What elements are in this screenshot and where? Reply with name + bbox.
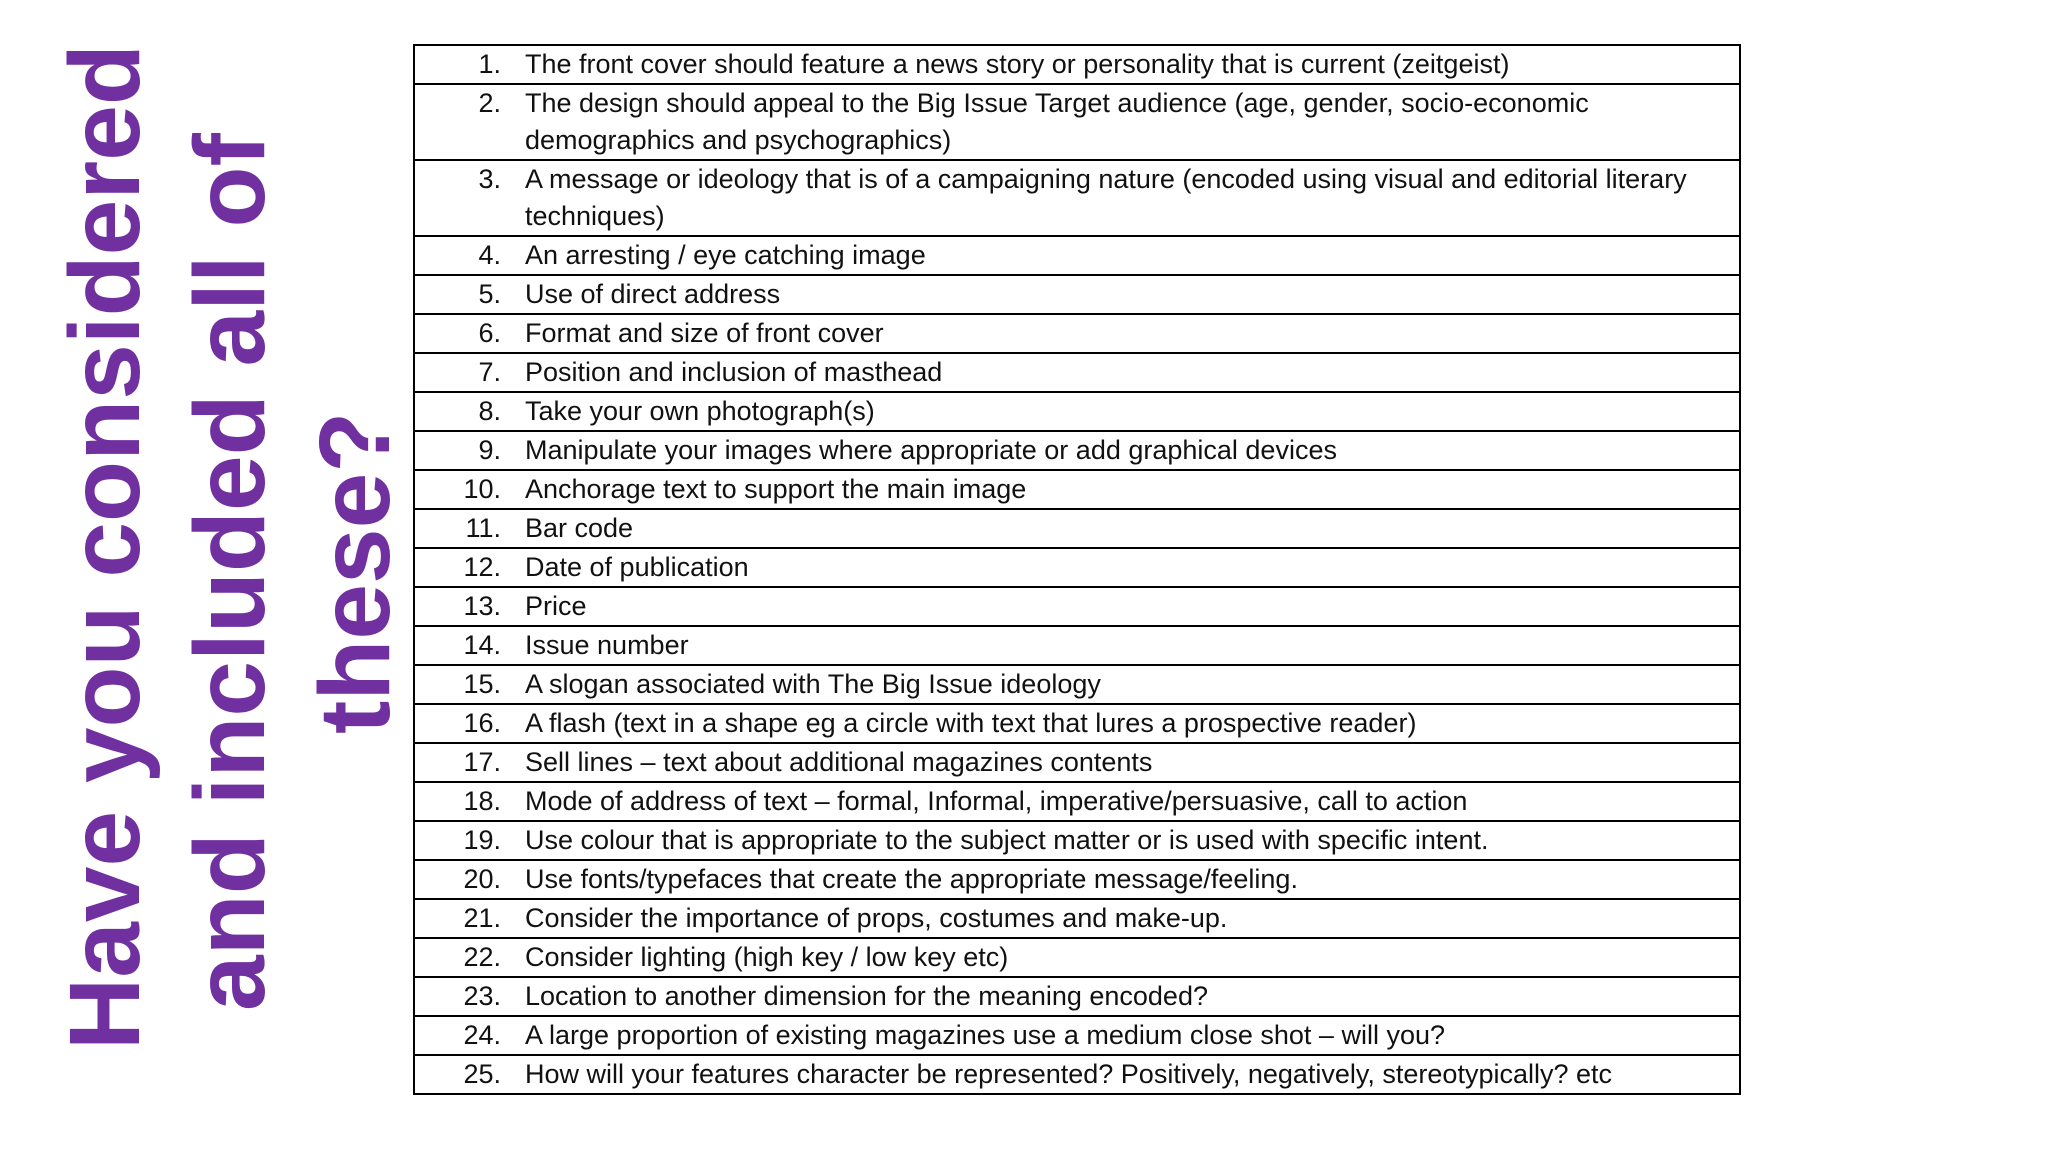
item-text: The front cover should feature a news story or personality that is current (zeitgeist) — [525, 49, 1510, 79]
item-number: 2. — [478, 88, 501, 118]
checklist-row — [414, 1055, 1740, 1094]
checklist-row — [414, 84, 1740, 160]
item-text: Use of direct address — [525, 279, 781, 309]
item-text: Location to another dimension for the meaning encoded? — [525, 981, 1208, 1011]
checklist-row — [414, 899, 1740, 938]
checklist-row — [414, 1016, 1740, 1055]
checklist-row — [414, 160, 1740, 236]
checklist-row — [414, 45, 1740, 84]
item-number: 13. — [463, 591, 501, 621]
item-text: Take your own photograph(s) — [525, 396, 875, 426]
item-number: 23. — [463, 981, 501, 1011]
item-number: 18. — [463, 786, 501, 816]
item-text: Manipulate your images where appropriate or add graphical devices — [525, 435, 1337, 465]
checklist-row — [414, 353, 1740, 392]
item-text: A message or ideology that is of a campaigning nature (encoded using visual and editorial literary techniques) — [525, 164, 1687, 231]
item-number: 11. — [465, 513, 501, 543]
item-text: How will your features character be represented? Positively, negatively, stereotypically? etc — [525, 1059, 1613, 1089]
checklist-row — [414, 470, 1740, 509]
checklist-row — [414, 821, 1740, 860]
item-text: Consider lighting (high key / low key etc) — [525, 942, 1009, 972]
checklist-row — [414, 704, 1740, 743]
item-text: Use fonts/typefaces that create the appropriate message/feeling. — [525, 864, 1298, 894]
item-text: Position and inclusion of masthead — [525, 357, 943, 387]
checklist-row — [414, 665, 1740, 704]
heading-line-3: these? — [299, 411, 411, 734]
heading-line-1: Have you considered — [49, 44, 161, 1050]
item-number: 15. — [463, 669, 501, 699]
checklist-row — [414, 782, 1740, 821]
checklist-row — [414, 431, 1740, 470]
item-text: Use colour that is appropriate to the subject matter or is used with specific intent. — [525, 825, 1489, 855]
item-text: Date of publication — [525, 552, 749, 582]
checklist-row — [414, 626, 1740, 665]
item-text: Sell lines – text about additional magazines contents — [525, 747, 1153, 777]
item-number: 16. — [463, 708, 501, 738]
checklist-row — [414, 392, 1740, 431]
item-number: 10. — [463, 474, 501, 504]
item-text: Bar code — [525, 513, 634, 543]
item-text: Anchorage text to support the main image — [525, 474, 1027, 504]
checklist-row — [414, 860, 1740, 899]
checklist-row — [414, 743, 1740, 782]
item-text: A large proportion of existing magazines use a medium close shot – will you? — [525, 1020, 1445, 1050]
item-text: Consider the importance of props, costumes and make-up. — [525, 903, 1228, 933]
item-number: 21. — [463, 903, 501, 933]
item-number: 25. — [463, 1059, 501, 1089]
item-text: Price — [525, 591, 587, 621]
checklist-row — [414, 314, 1740, 353]
item-number: 24. — [463, 1020, 501, 1050]
item-number: 12. — [463, 552, 501, 582]
vertical-heading — [49, 44, 415, 1050]
item-number: 17. — [463, 747, 501, 777]
item-text: The design should appeal to the Big Issue Target audience (age, gender, socio-economic demographics and psychographics) — [525, 88, 1589, 155]
checklist-row — [414, 236, 1740, 275]
item-number: 3. — [478, 164, 501, 194]
item-number: 9. — [478, 435, 501, 465]
checklist-row — [414, 509, 1740, 548]
item-number: 5. — [478, 279, 501, 309]
item-number: 22. — [463, 942, 501, 972]
checklist-table — [413, 44, 1741, 1095]
item-number: 19. — [463, 825, 501, 855]
item-text: Mode of address of text – formal, Informal, imperative/persuasive, call to action — [525, 786, 1468, 816]
item-number: 6. — [478, 318, 501, 348]
item-number: 7. — [478, 357, 501, 387]
item-text: An arresting / eye catching image — [525, 240, 926, 270]
checklist-row — [414, 938, 1740, 977]
item-text: A slogan associated with The Big Issue ideology — [525, 669, 1101, 699]
item-number: 4. — [478, 240, 501, 270]
checklist-row — [414, 977, 1740, 1016]
checklist-row — [414, 587, 1740, 626]
item-number: 20. — [463, 864, 501, 894]
item-number: 1. — [478, 49, 501, 79]
item-number: 14. — [463, 630, 501, 660]
checklist-row — [414, 548, 1740, 587]
item-text: Format and size of front cover — [525, 318, 884, 348]
item-text: Issue number — [525, 630, 689, 660]
heading-line-2: and included all of — [174, 133, 286, 1012]
item-text: A flash (text in a shape eg a circle with text that lures a prospective reader) — [525, 708, 1417, 738]
checklist-row — [414, 275, 1740, 314]
item-number: 8. — [478, 396, 501, 426]
